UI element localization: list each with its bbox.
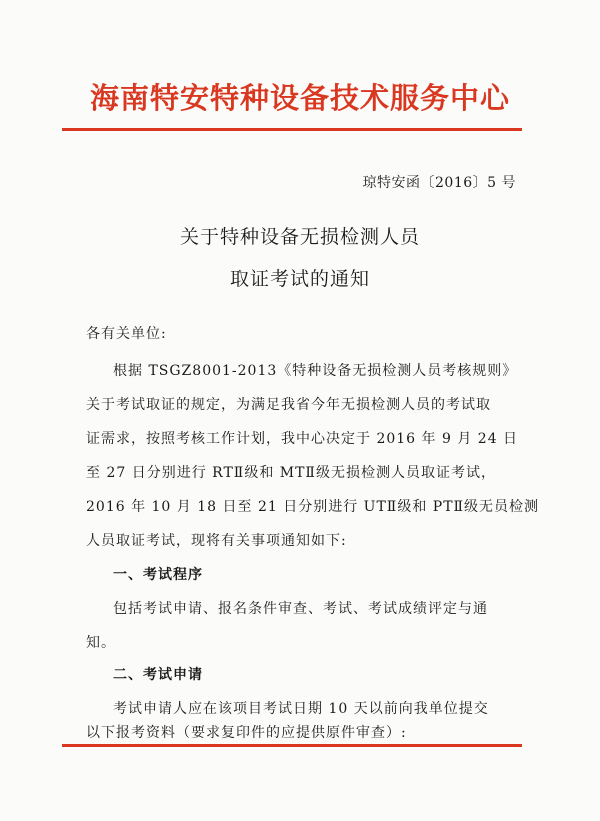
section-heading-2: 二、考试申请: [113, 667, 203, 683]
organization-letterhead: 海南特安特种设备技术服务中心: [89, 81, 510, 115]
paragraph-line: 证需求，按照考核工作计划，我中心决定于 2016 年 9 月 24 日: [86, 431, 519, 447]
notice-title-line-2: 取证考试的通知: [229, 268, 370, 290]
letterhead-red-rule: [62, 128, 522, 131]
document-number: 琼特安函〔2016〕5 号: [362, 175, 516, 191]
paragraph-line: 2016 年 10 月 18 日至 21 日分别进行 UTⅡ级和 PTⅡ级无员检测: [86, 499, 540, 515]
paragraph-line: 关于考试取证的规定，为满足我省今年无损检测人员的考试取: [86, 397, 491, 413]
paragraph-line: 人员取证考试，现将有关事项通知如下:: [86, 533, 347, 549]
section-2-line: 考试申请人应在该项目考试日期 10 天以前向我单位提交: [113, 701, 489, 717]
salutation: 各有关单位:: [86, 326, 167, 342]
section-1-line: 包括考试申请、报名条件审查、考试、考试成绩评定与通: [113, 601, 488, 617]
paragraph-line: 根据 TSGZ8001-2013《特种设备无损检测人员考核规则》: [113, 363, 518, 379]
notice-title-line-1: 关于特种设备无损检测人员: [179, 226, 420, 248]
section-heading-1: 一、考试程序: [113, 567, 203, 583]
section-1-line: 知。: [86, 635, 116, 651]
footer-red-rule: [62, 744, 522, 747]
paragraph-line: 至 27 日分别进行 RTⅡ级和 MTⅡ级无损检测人员取证考试，: [86, 465, 496, 481]
section-2-line: 以下报考资料（要求复印件的应提供原件审查）:: [86, 725, 407, 741]
